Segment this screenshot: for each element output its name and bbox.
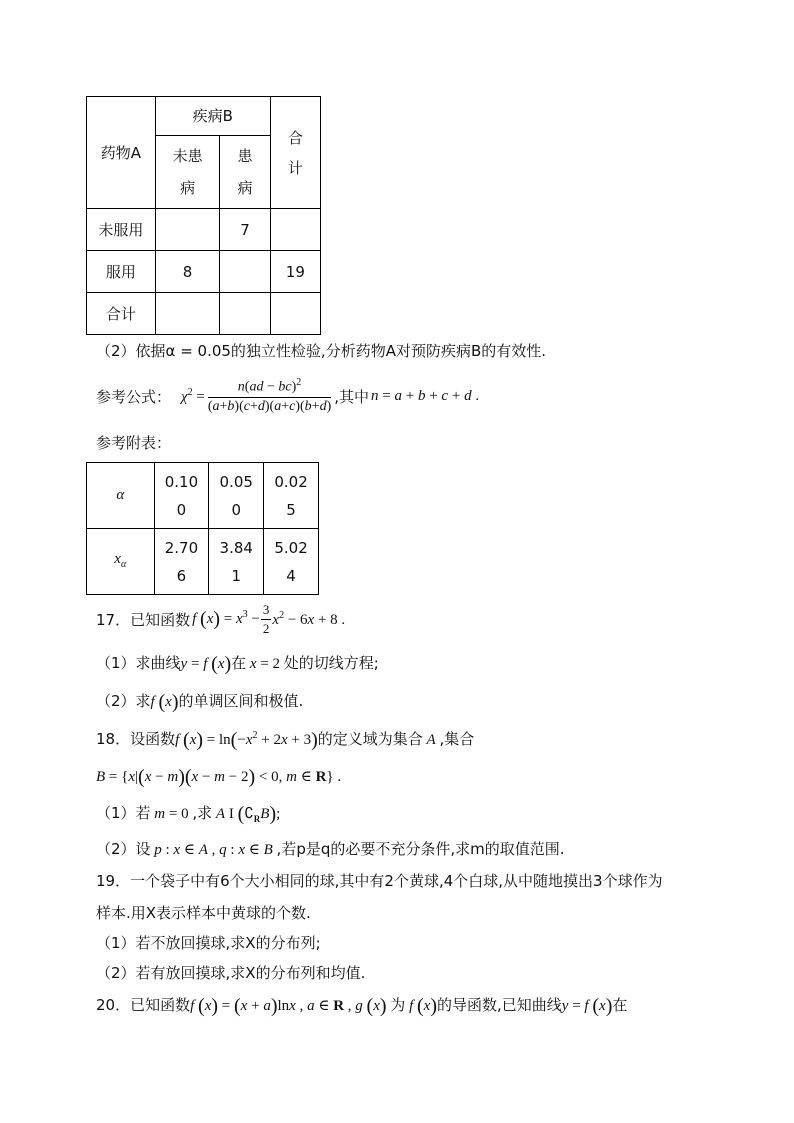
q18-part1: （1）若 m = 0 ,求 A I $(∁_RB)$; (96, 803, 281, 825)
x-value: 2.70 6 (154, 529, 209, 595)
table-cell (270, 209, 320, 251)
q17-part2: （2）求f (x)的单调区间和极值. (96, 691, 304, 713)
table-cell: 8 (155, 251, 220, 293)
critical-value-table (86, 462, 319, 595)
formula-fraction: $\frac{n(ad - bc)^2}{(a+b)(c+d)(a+c)(b+d)}$ (207, 377, 332, 414)
table-cell (155, 293, 220, 335)
q17-part1: （1）求曲线y = f (x)在 x = 2 处的切线方程; (96, 653, 379, 675)
row-label: 合计 (87, 293, 156, 335)
alpha-value: 0.10 0 (154, 463, 209, 529)
x-alpha-label: $x_\alpha$ (87, 529, 155, 595)
q19-part2: （2）若有放回摸球,求X的分布列和均值. (96, 964, 366, 982)
drug-label-cell: 药物A (87, 97, 156, 209)
q16-part2: （2）依据α = 0.05的独立性检验,分析药物A对预防疾病B的有效性. (96, 342, 547, 360)
table-cell: 19 (270, 251, 320, 293)
row-label: 未服用 (87, 209, 156, 251)
x-value: 3.84 1 (209, 529, 264, 595)
contingency-table (86, 96, 321, 335)
reference-formula: 参考公式： $\chi^2$ = $\frac{n(ad - bc)^2}{(a+b)(c+d)(a+c)(b+d)}$ ,其中 n = a + b + c + d . (96, 377, 480, 414)
question-20: 20．已知函数f (x) = (x + a)lnx , a ∈ R , g (x) 为 f (x)的导函数,已知曲线y = f (x)在 (96, 995, 628, 1017)
set-b-definition: B = {x|(x − m)(x − m − 2) < 0, m ∈ R} . (96, 766, 342, 788)
alpha-value: 0.02 5 (264, 463, 319, 529)
table-cell (220, 251, 270, 293)
table-cell (270, 293, 320, 335)
total-header-cell: 合 计 (270, 97, 320, 209)
disease-label-cell: 疾病B (155, 97, 270, 136)
no-disease-header: 未患 病 (155, 136, 220, 209)
row-label: 服用 (87, 251, 156, 293)
alpha-label: α (87, 463, 155, 529)
question-18: 18．设函数f $(x) = \ln(-x^2 + 2x + 3)$的定义域为集合 A ,集合 (96, 729, 475, 751)
appendix-label: 参考附表： (96, 434, 172, 452)
table-cell (155, 209, 220, 251)
q19-part1: （1）若不放回摸球,求X的分布列; (96, 934, 321, 952)
table-cell (220, 293, 270, 335)
question-19-line2: 样本.用X表示样本中黄球的个数. (96, 904, 311, 922)
table-cell: 7 (220, 209, 270, 251)
formula-tail: ,其中 (334, 387, 370, 406)
question-17: 17．已知函数 f $(x) = x^3$ − $\frac{3}{2}$ $x^2 - 6x + 8$ . (96, 601, 346, 636)
alpha-value: 0.05 0 (209, 463, 264, 529)
x-value: 5.02 4 (264, 529, 319, 595)
formula-label: 参考公式： (96, 387, 172, 406)
disease-header: 患 病 (220, 136, 270, 209)
question-19-line1: 19．一个袋子中有6个大小相同的球,其中有2个黄球,4个白球,从中随地摸出3个球作为 (96, 872, 663, 890)
q18-part2: （2）设 p : x ∈ A , q : x ∈ B ,若p是q的必要不充分条件,求m的取值范围. (96, 840, 565, 858)
